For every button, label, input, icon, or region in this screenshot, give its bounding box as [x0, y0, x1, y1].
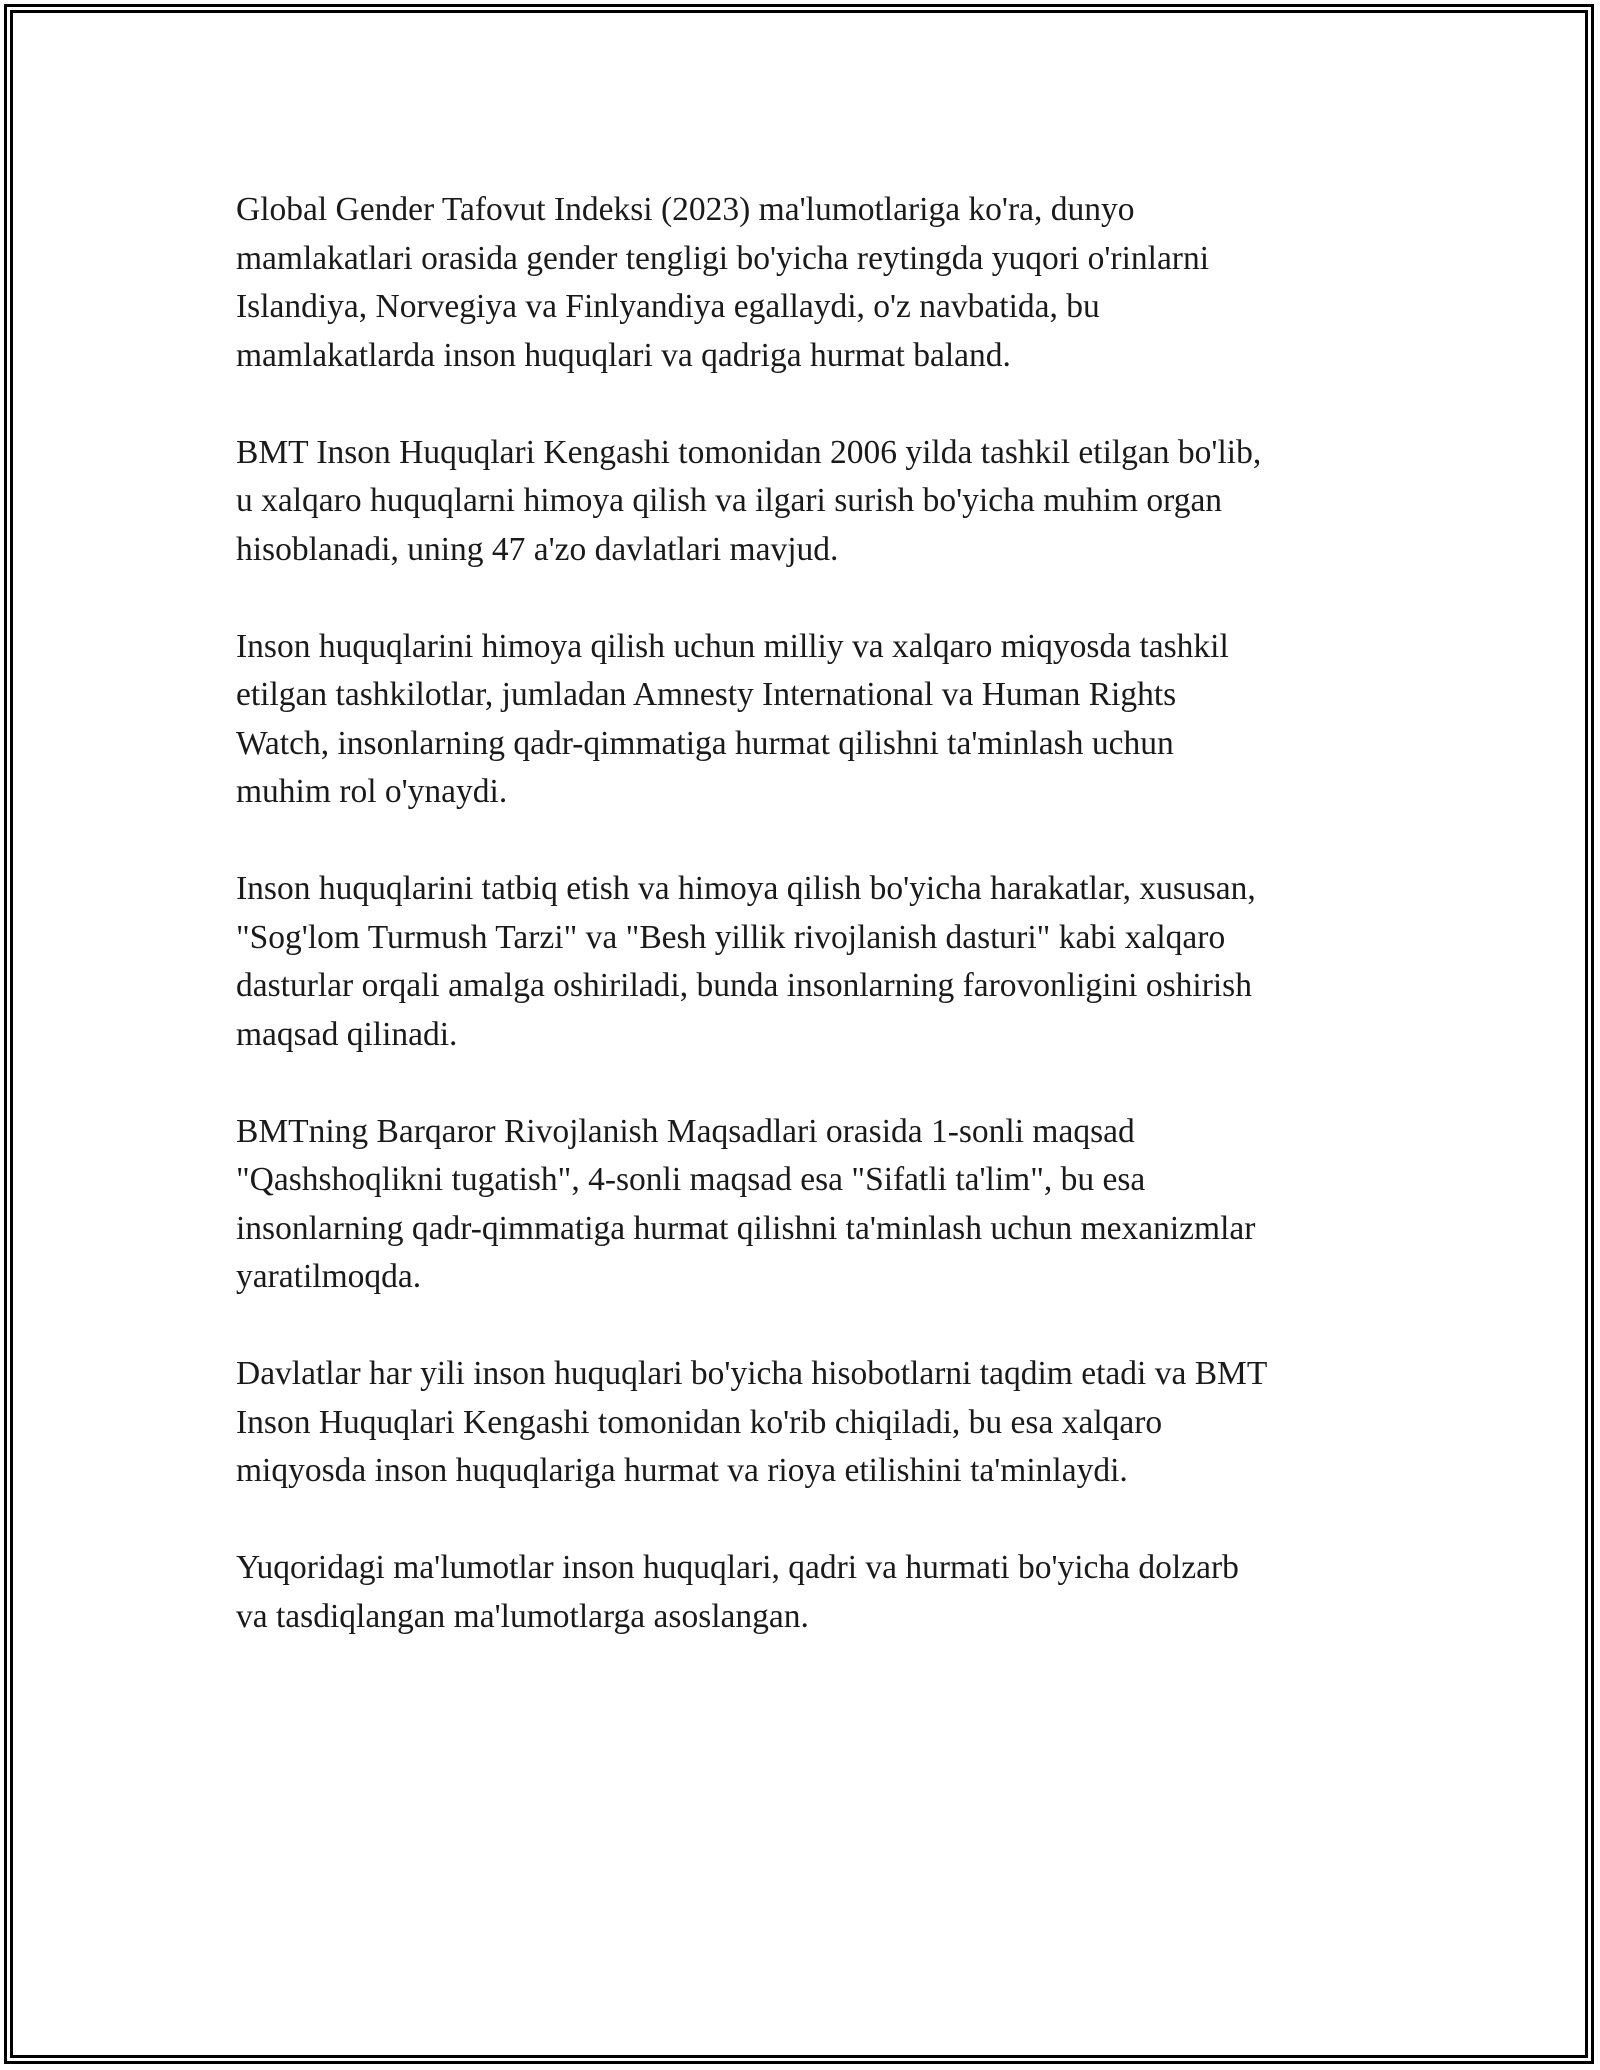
paragraph-line: muhim rol o'ynaydi. [236, 773, 508, 810]
paragraph-line: Yuqoridagi ma'lumotlar inson huquqlari, qadri va hurmati bo'yicha dolzarb [236, 1549, 1239, 1586]
paragraph-state-reports [236, 1350, 1376, 1496]
paragraph-line: BMT Inson Huquqlari Kengashi tomonidan 2006 yilda tashkil etilgan bo'lib, [236, 433, 1262, 471]
paragraph-line: Inson huquqlarini tatbiq etish va himoya qilish bo'yicha harakatlar, xususan, [236, 870, 1256, 907]
paragraph-line: va tasdiqlangan ma'lumotlarga asoslangan. [236, 1597, 809, 1635]
paragraph-line: "Qashshoqlikni tugatish", 4-sonli maqsad esa "Sifatli ta'lim", bu esa [236, 1161, 1146, 1198]
paragraph-line: Davlatlar har yili inson huquqlari bo'yicha hisobotlarni taqdim etadi va BMT [236, 1355, 1268, 1392]
paragraph-line: "Sog'lom Turmush Tarzi" va "Besh yillik rivojlanish dasturi" kabi xalqaro [236, 918, 1226, 956]
paragraph-line: maqsad qilinadi. [236, 1015, 458, 1053]
paragraph-line: Inson huquqlarini himoya qilish uchun milliy va xalqaro miqyosda tashkil [236, 627, 1229, 665]
paragraph-programs [236, 865, 1376, 1059]
paragraph-gender-index [236, 186, 1376, 380]
paragraph-line: yaratilmoqda. [236, 1258, 422, 1295]
paragraph-line: Islandiya, Norvegiya va Finlyandiya egallaydi, o'z navbatida, bu [236, 288, 1100, 325]
paragraph-line: insonlarning qadr-qimmatiga hurmat qilishni ta'minlash uchun mexanizmlar [236, 1209, 1256, 1247]
paragraph-line: Global Gender Tafovut Indeksi (2023) ma'lumotlariga ko'ra, dunyo [236, 191, 1135, 228]
paragraph-line: Inson Huquqlari Kengashi tomonidan ko'rib chiqiladi, bu esa xalqaro [236, 1403, 1163, 1441]
document-body [236, 186, 1376, 1690]
paragraph-conclusion [236, 1544, 1376, 1641]
paragraph-line: mamlakatlarda inson huquqlari va qadriga hurmat baland. [236, 336, 1011, 374]
paragraph-human-rights-council [236, 429, 1376, 575]
paragraph-line: hisoblanadi, uning 47 a'zo davlatlari mavjud. [236, 530, 839, 568]
paragraph-line: dasturlar orqali amalga oshiriladi, bunda insonlarning farovonligini oshirish [236, 967, 1252, 1004]
paragraph-line: u xalqaro huquqlarni himoya qilish va ilgari surish bo'yicha muhim organ [236, 482, 1223, 519]
paragraph-line: etilgan tashkilotlar, jumladan Amnesty International va Human Rights [236, 676, 1177, 713]
paragraph-line: miqyosda inson huquqlariga hurmat va rioya etilishini ta'minlaydi. [236, 1452, 1128, 1489]
paragraph-line: mamlakatlari orasida gender tengligi bo'yicha reytingda yuqori o'rinlarni [236, 239, 1210, 277]
paragraph-line: Watch, insonlarning qadr-qimmatiga hurmat qilishni ta'minlash uchun [236, 724, 1174, 762]
paragraph-sustainable-goals [236, 1108, 1376, 1302]
paragraph-line: BMTning Barqaror Rivojlanish Maqsadlari orasida 1-sonli maqsad [236, 1112, 1135, 1150]
paragraph-organizations [236, 623, 1376, 817]
